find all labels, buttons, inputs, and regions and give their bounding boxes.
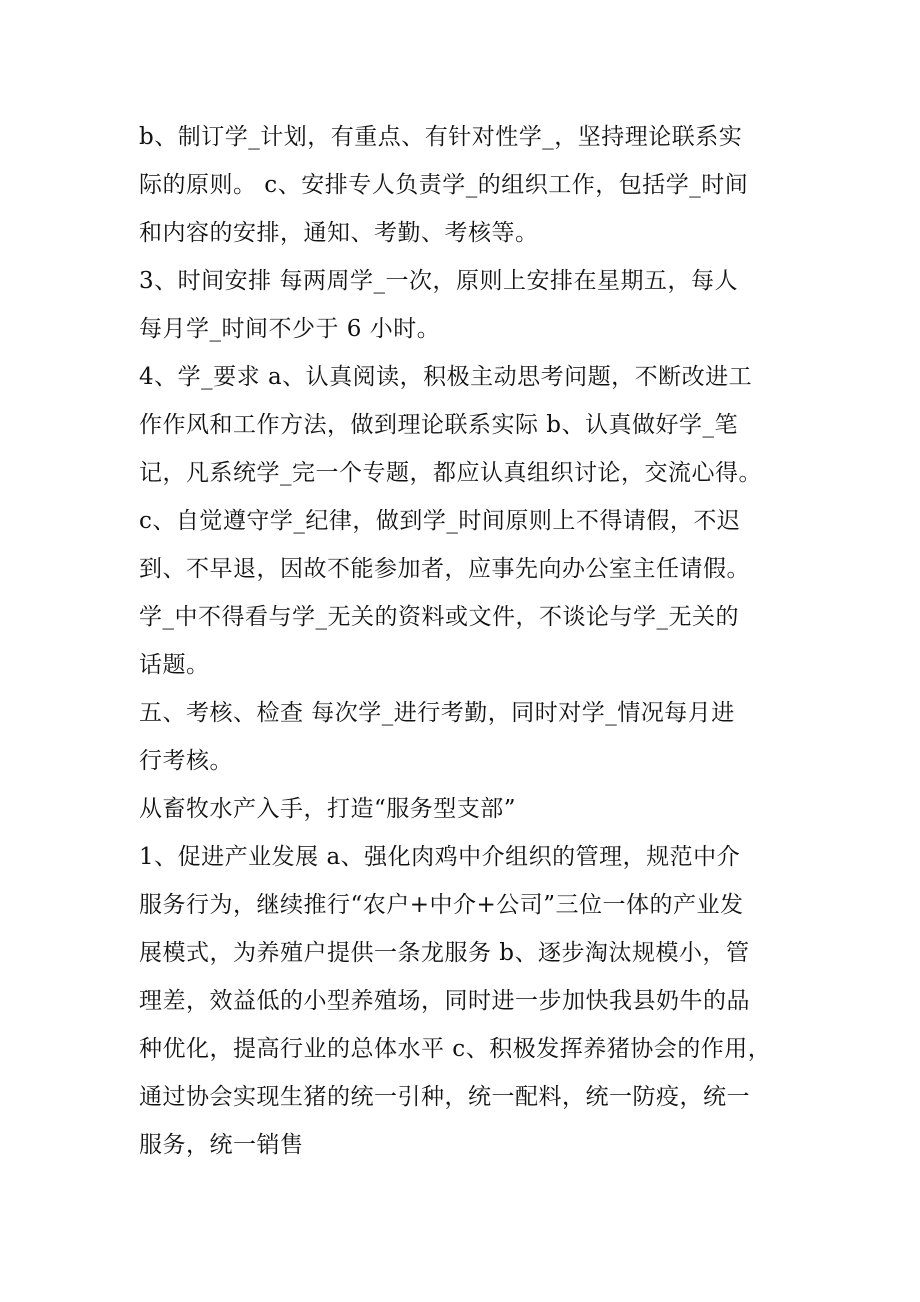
text-line: 服务行为，继续推行“农户+中介+公司”三位一体的产业发 bbox=[139, 892, 744, 918]
text-line: 通过协会实现生猪的统一引种，统一配料，统一防疫，统一 bbox=[139, 1084, 750, 1110]
text-line: 每月学_时间不少于 6 小时。 bbox=[139, 316, 441, 342]
text-line: 际的原则。 c、安排专人负责学_的组织工作，包括学_时间 bbox=[139, 172, 749, 198]
text-line: 和内容的安排，通知、考勤、考核等。 bbox=[139, 220, 539, 246]
text-line: 到、不早退，因故不能参加者，应事先向办公室主任请假。 bbox=[139, 556, 750, 582]
text-line: c、自觉遵守学_纪律，做到学_时间原则上不得请假，不迟 bbox=[139, 508, 741, 534]
text-line: 话题。 bbox=[139, 652, 210, 678]
text-line: 作作风和工作方法，做到理论联系实际 b、认真做好学_笔 bbox=[139, 412, 739, 438]
text-line: 1、促进产业发展 a、强化肉鸡中介组织的管理，规范中介 bbox=[139, 844, 741, 870]
text-line: 3、时间安排 每两周学_一次，原则上安排在星期五，每人 bbox=[139, 268, 738, 294]
text-line: b、制订学_计划，有重点、有针对性学_，坚持理论联系实 bbox=[139, 124, 743, 150]
text-line: 学_中不得看与学_无关的资料或文件，不谈论与学_无关的 bbox=[139, 604, 739, 630]
text-line: 记，凡系统学_完一个专题，都应认真组织讨论，交流心得。 bbox=[139, 460, 762, 486]
text-line: 五、考核、检查 每次学_进行考勤，同时对学_情况每月进 bbox=[139, 700, 735, 726]
text-line: 理差，效益低的小型养殖场，同时进一步加快我县奶牛的品 bbox=[139, 988, 750, 1014]
section-heading: 从畜牧水产入手，打造“服务型支部” bbox=[139, 796, 517, 822]
text-line: 服务，统一销售 bbox=[139, 1132, 304, 1158]
text-line: 展模式，为养殖户提供一条龙服务 b、逐步淘汰规模小，管 bbox=[139, 940, 750, 966]
text-line: 种优化，提高行业的总体水平 c、积极发挥养猪协会的作用， bbox=[139, 1036, 772, 1062]
text-line: 行考核。 bbox=[139, 748, 233, 774]
document-body bbox=[139, 113, 799, 1169]
text-line: 4、学_要求 a、认真阅读，积极主动思考问题，不断改进工 bbox=[139, 364, 753, 390]
